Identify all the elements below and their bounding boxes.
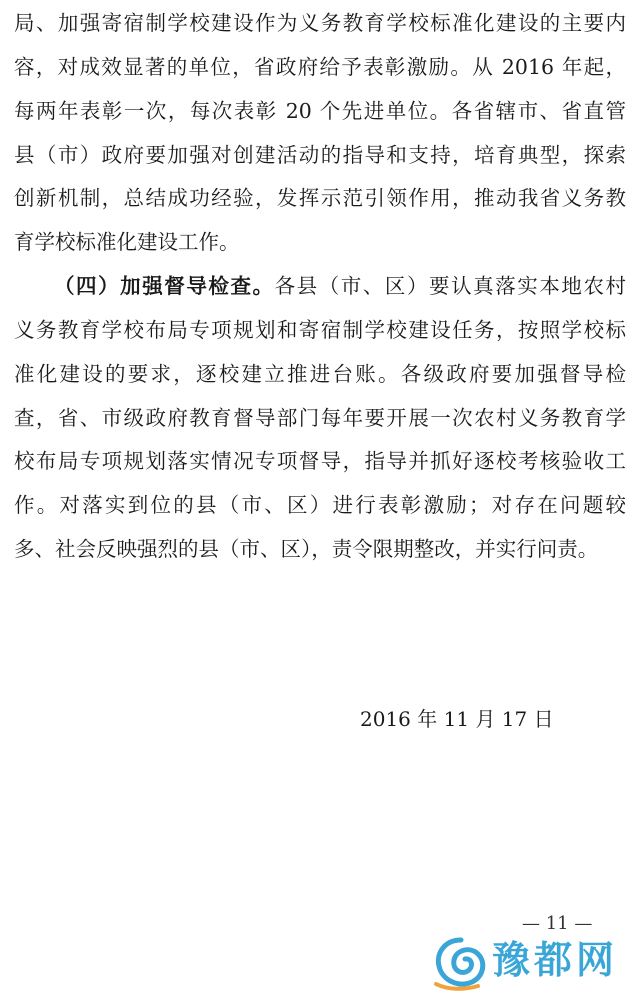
text-line: 创新机制，总结成功经验，发挥示范引领作用，推动我省义务教 — [14, 186, 626, 210]
text-line: 育学校标准化建设工作。 — [14, 230, 240, 254]
text-line: 县（市）政府要加强对创建活动的指导和支持，培育典型，探索 — [14, 143, 626, 167]
watermark-text: 豫都网 — [492, 938, 619, 982]
text-line: 局、加强寄宿制学校建设作为义务教育学校标准化建设的主要内 — [14, 11, 626, 35]
text-line: 每两年表彰一次，每次表彰 20 个先进单位。各省辖市、省直管 — [14, 99, 626, 123]
text-line: 容，对成效显著的单位，省政府给予表彰激励。从 2016 年起， — [14, 55, 626, 79]
text-line: 多、社会反映强烈的县（市、区），责令限期整改，并实行问责。 — [14, 537, 599, 561]
swirl-logo-icon — [430, 932, 492, 992]
text-line: 作。对落实到位的县（市、区）进行表彰激励；对存在问题较 — [14, 493, 626, 517]
text-line: 校布局专项规划落实情况专项督导，指导并抓好逐校考核验收工 — [14, 449, 626, 473]
text-span: 各县（市、区）要认真落实本地农村 — [274, 274, 627, 298]
page-number: — 11 — — [522, 913, 593, 934]
text-line: 准化建设的要求，逐校建立推进台账。各级政府要加强督导检 — [14, 362, 626, 386]
text-line: 义务教育学校布局专项规划和寄宿制学校建设任务，按照学校标 — [14, 318, 626, 342]
text-line: 查，省、市级政府教育督导部门每年要开展一次农村义务教育学 — [14, 406, 626, 430]
section-heading: （四）加强督导检查。 — [54, 274, 275, 298]
watermark — [430, 930, 640, 994]
text-line — [54, 273, 626, 299]
document-date: 2016 年 11 月 17 日 — [360, 707, 554, 731]
